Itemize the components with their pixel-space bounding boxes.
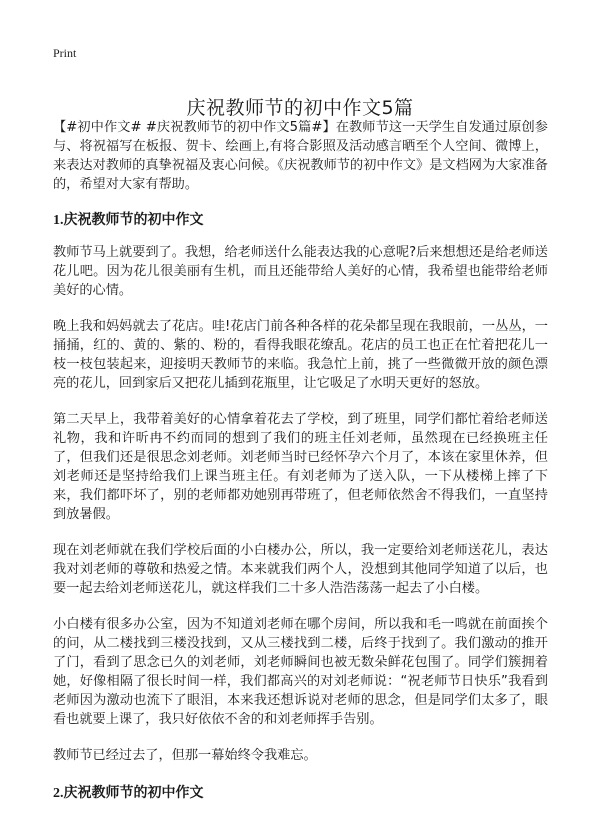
paragraph: 晚上我和妈妈就去了花店。哇!花店门前各种各样的花朵都呈现在我眼前，一丛丛，一捅捅，红的、黄的、紫的、粉的，看得我眼花缭乱。花店的员工也正在忙着把花儿一枝一枝包装起来，迎接明天教师节的来临。我急忙上前，挑了一些微微开放的颜色漂亮的花儿，回到家后又把花儿插到花瓶里，让它吸足了水明天更好的怒放。 [53, 319, 548, 391]
article-body [53, 118, 548, 816]
paragraph: 现在刘老师就在我们学校后面的小白楼办公，所以，我一定要给刘老师送花儿，表达我对刘老师的尊敬和热爱之情。本来就我们两个人，没想到其他同学知道了以后，也要一起去给刘老师送花儿，就这样我们二十多人浩浩荡荡一起去了小白楼。 [53, 543, 548, 596]
intro-paragraph: 【#初中作文# #庆祝教师节的初中作文5篇#】在教师节这一天学生自发通过原创参与、将祝福写在板报、贺卡、绘画上,有将合影照及活动感言晒至个人空间、微博上，来表达对教师的真挚祝福及衷心问候。《庆祝教师节的初中作文》是文档网为大家准备的，希望对大家有帮助。 [53, 120, 548, 192]
paragraph: 教师节已经过去了，但那一幕始终令我难忘。 [53, 748, 317, 763]
paragraph: 小白楼有很多办公室，因为不知道刘老师在哪个房间，所以我和毛一鸣就在前面挨个的问，从二楼找到三楼没找到，又从三楼找到二楼，后终于找到了。我们激动的推开了门，看到了思念已久的刘老师，刘老师瞬间也被无数朵鲜花包围了。同学们簇拥着她，好像相隔了很长时间一样，我们都高兴的对刘老师说：“祝老师节日快乐”我看到老师因为激动也流下了眼泪，本来我还想诉说对老师的思念，但是同学们太多了，眼看也就要上课了，我只好依依不舍的和刘老师挥手告别。 [53, 617, 548, 727]
page-title: 庆祝教师节的初中作文5篇 [186, 96, 414, 119]
section-heading-1: 1.庆祝教师节的初中作文 [53, 213, 204, 228]
section-heading-2: 2.庆祝教师节的初中作文 [53, 786, 204, 801]
paragraph: 教师节马上就要到了。我想，给老师送什么能表达我的心意呢?后来想想还是给老师送花儿吧。因为花儿很美丽有生机，而且还能带给人美好的心情，我希望也能带给老师美好的心情。 [53, 245, 548, 298]
paragraph: 第二天早上，我带着美好的心情拿着花去了学校，到了班里，同学们都忙着给老师送礼物，我和许昕冉不约而同的想到了我们的班主任刘老师，虽然现在已经换班主任了，但我们还是很思念刘老师。刘老师当时已经怀孕六个月了，本该在家里休养，但刘老师还是坚持给我们上课当班主任。有刘老师为了送入队，一下从楼梯上摔了下来，我们都吓坏了，别的老师都劝她别再带班了，但老师依然舍不得我们，一直坚持到放暑假。 [53, 412, 548, 522]
print-label: Print [53, 46, 77, 60]
